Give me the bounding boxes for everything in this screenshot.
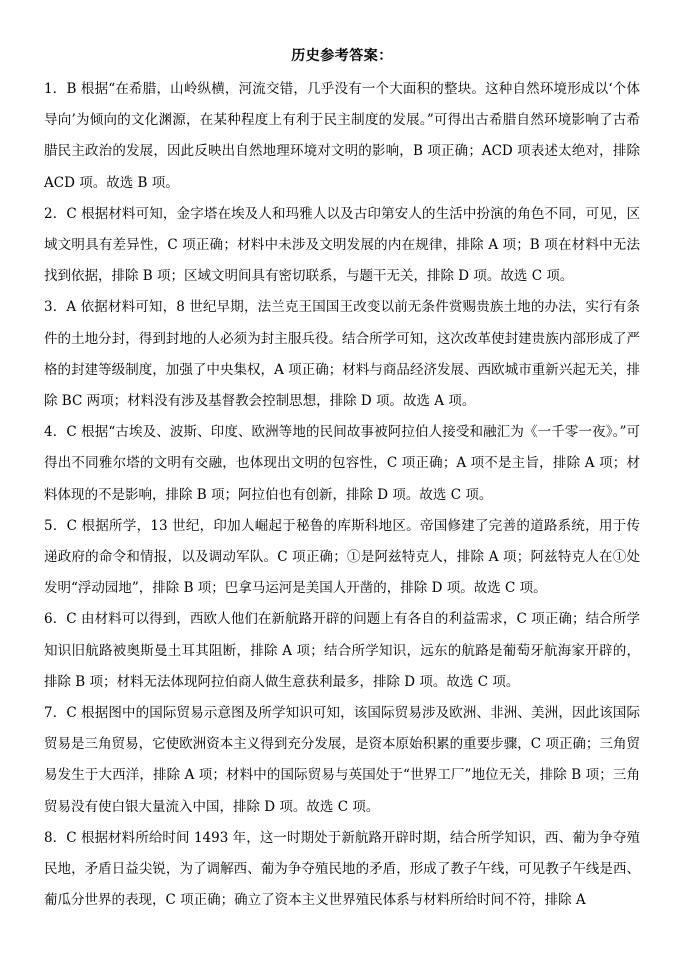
page-title: 历史参考答案： — [291, 48, 393, 64]
answer-item-3: 3．A 依据材料可知，8 世纪早期，法兰克王国国王改变以前无条件赏赐贵族土地的办法，实行有条件的土地分封，得到封地的人必须为封主服兵役。结合所学可知，这次改革使封建贵族内部形成了严格的封建等级制度，加强了中央集权，A 项正确；材料与商品经济发展、西欧城市重新兴起无关，排除 BC 两项；材料没有涉及基督教会控制思想，排除 D 项。故选 A 项。 — [44, 299, 640, 410]
answer-item-6: 6．C 由材料可以得到，西欧人他们在新航路开辟的问题上有各自的利益需求，C 项正确；结合所学知识旧航路被奥斯曼土耳其阻断，排除 A 项；结合所学知识，远东的航路是葡萄牙航海家开辟的，排除 B 项；材料无法体现阿拉伯商人做生意获利最多，排除 D 项。故选 C 项。 — [44, 611, 640, 690]
answer-item-7: 7．C 根据图中的国际贸易示意图及所学知识可知，该国际贸易涉及欧洲、非洲、美洲，因此该国际贸易是三角贸易，它使欧洲资本主义得到充分发展，是资本原始积累的重要步骤，C 项正确；三角贸易发生于大西洋，排除 A 项；材料中的国际贸易与英国处于“世界工厂”地位无关，排除 B 项；三角贸易没有使白银大量流入中国，排除 D 项。故选 C 项。 — [44, 705, 640, 815]
answer-item-5: 5．C 根据所学，13 世纪，印加人崛起于秘鲁的库斯科地区。帝国修建了完善的道路系统，用于传递政府的命令和情报，以及调动军队。C 项正确；①是阿兹特克人，排除 A 项；阿兹特克人在①处发明“浮动园地”，排除 B 项；巴拿马运河是美国人开凿的，排除 D 项。故选 C 项。 — [44, 517, 640, 597]
answer-item-4: 4．C 根据“古埃及、波斯、印度、欧洲等地的民间故事被阿拉伯人接受和融汇为《一千零一夜》。”可得出不同雅尔塔的文明有交融，也体现出文明的包容性，C 项正确；A 项不是主旨，排除 A 项；材料体现的不是影响，排除 B 项；阿拉伯也有创新，排除 D 项。故选 C 项。 — [44, 424, 640, 503]
answer-item-2: 2．C 根据材料可知，金字塔在埃及人和玛雅人以及古印第安人的生活中扮演的角色不同，可见，区域文明具有差异性，C 项正确；材料中未涉及文明发展的内在规律，排除 A 项；B 项在材料中无法找到依据，排除 B 项；区域文明间具有密切联系，与题干无关，排除 D 项。故选 C 项。 — [44, 205, 640, 285]
answer-item-8: 8．C 根据材料所给时间 1493 年，这一时期处于新航路开辟时期，结合所学知识，西、葡为争夺殖民地，矛盾日益尖锐，为了调解西、葡为争夺殖民地的矛盾，形成了教子午线，可见教子午线是西、葡瓜分世界的表现，C 项正确；确立了资本主义世界殖民体系与材料所给时间不符，排除 A — [44, 829, 640, 909]
answer-item-1: 1．B 根据“在希腊，山岭纵横，河流交错，几乎没有一个大面积的整块。这种自然环境形成以‘个体导向’为倾向的文化渊源，在某种程度上有利于民主制度的发展。”可得出古希腊自然环境影响了古希腊民主政治的发展，因此反映出自然地理环境对文明的影响，B 项正确；ACD 项表述太绝对，排除 ACD 项。故选 B 项。 — [44, 81, 640, 191]
